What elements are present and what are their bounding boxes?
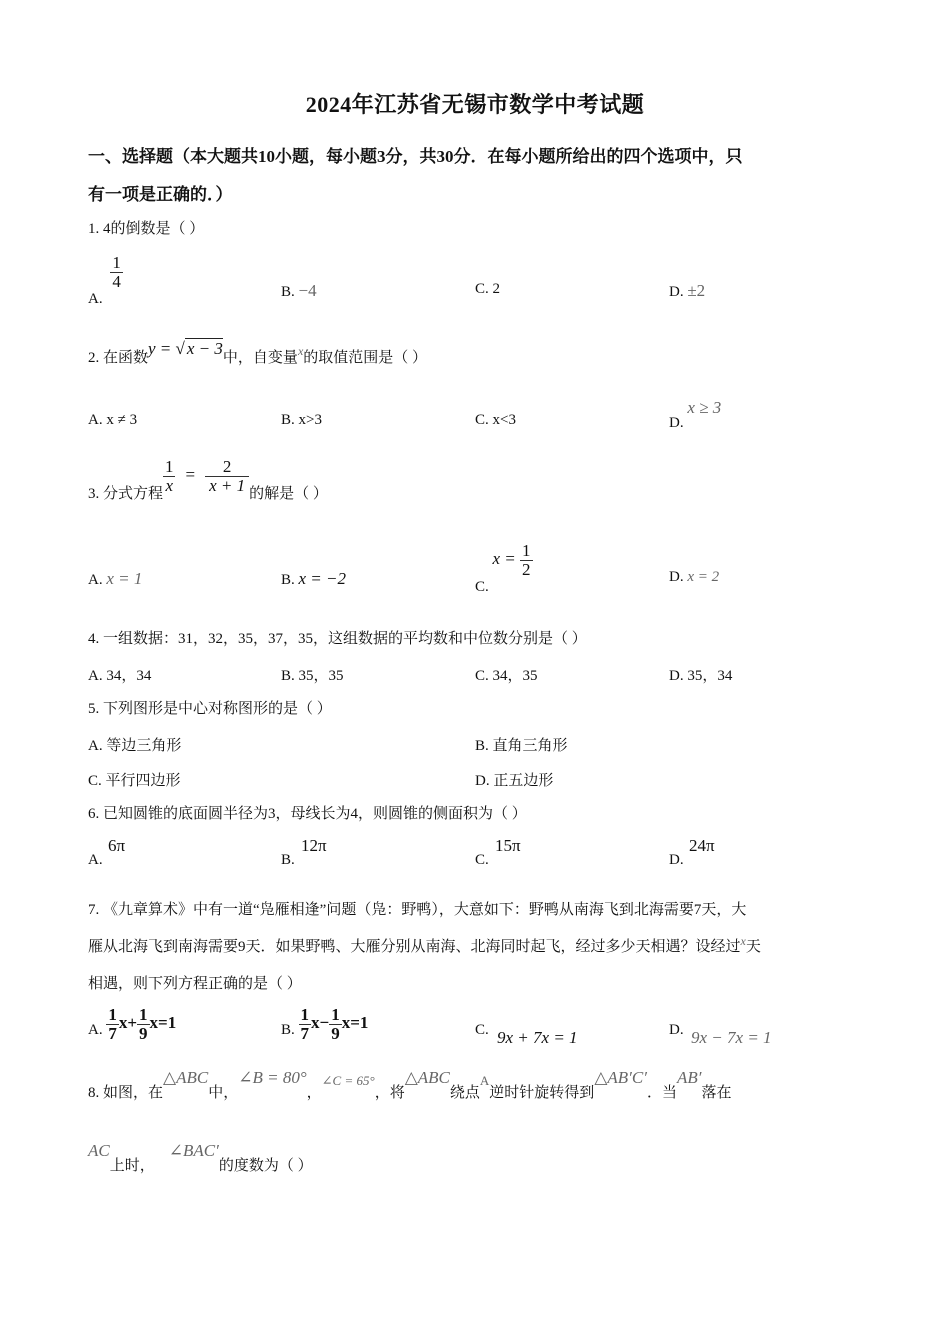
q2-option-a: A. x ≠ 3 (88, 412, 138, 428)
q3-rhs-fraction: $\frac{2}{x + 1}$ (205, 458, 249, 495)
q3-option-d: D. x = 2 (669, 569, 720, 585)
q2-option-d: D. x ≥ 3 (669, 398, 722, 431)
q4-option-b: B. 35，35 (281, 668, 344, 684)
q5-option-b: B. 直角三角形 (475, 738, 568, 754)
q2-option-b: B. x>3 (281, 412, 322, 428)
q6-option-c: C. 15π (475, 836, 521, 868)
q4-option-c: C. 34，35 (475, 668, 538, 684)
q7-line3: 相遇，则下列方程正确的是（ ） (88, 976, 302, 992)
q6-option-a: A. 6π (88, 836, 126, 868)
q1-option-d: D. ±2 (669, 281, 706, 300)
q1-option-a-fraction: $\frac{1}{4}$ (112, 253, 121, 291)
q7-option-d: D. 9x − 7x = 1 (669, 1022, 772, 1047)
q3-option-b: B. x = −2 (281, 569, 347, 588)
q3-option-a: A. x = 1 (88, 569, 143, 588)
q3-stem: 3. 分式方程 $\frac{1}{x}$ = $\frac{2}{x + 1}$ 的解是（ ） (88, 457, 328, 502)
q8-line1: 8. 如图，在△ABC中，∠B = 80°，∠C = 65°，将△ABC绕点A逆时针旋转得到△AB′C′．当AB′落在 (88, 1068, 732, 1101)
q5-stem: 5. 下列图形是中心对称图形的是（ ） (88, 701, 332, 717)
section-heading-line1: 一、选择题（本大题共10小题，每小题3分，共30分．在每小题所给出的四个选项中，只 (88, 147, 743, 166)
q3-option-c: C. x = $\frac{1}{2}$ (475, 541, 531, 595)
q2-stem: 2. 在函数y = √ x − 3中，自变量$^x$的取值范围是（ ） (88, 339, 428, 366)
q7-line1: 7. 《九章算术》中有一道“凫雁相逢”问题（凫：野鸭），大意如下：野鸭从南海飞到北海需要7天，大 (88, 902, 747, 918)
q1-option-a: A. $\frac{1}{4}$ (88, 253, 121, 307)
q1-option-b: B. −4 (281, 281, 317, 300)
q1-stem: 1. 4的倒数是（ ） (88, 221, 205, 237)
q4-option-a: A. 34，34 (88, 668, 152, 684)
q7-option-c: C. 9x + 7x = 1 (475, 1022, 578, 1047)
q1-option-c: C. 2 (475, 281, 501, 297)
q3-option-c-fraction: $\frac{1}{2}$ (522, 541, 531, 579)
q7-option-a: A. $\frac{1}{7}$ x+ $\frac{1}{9}$ x=1 (88, 1005, 177, 1043)
q5-option-a: A. 等边三角形 (88, 738, 182, 754)
q5-option-c: C. 平行四边形 (88, 773, 181, 789)
page-title: 2024年江苏省无锡市数学中考试题 (305, 92, 645, 117)
q6-stem: 6. 已知圆锥的底面圆半径为3，母线长为4，则圆锥的侧面积为（ ） (88, 806, 527, 822)
q6-option-b: B. 12π (281, 836, 327, 868)
q5-option-d: D. 正五边形 (475, 773, 554, 789)
q7-option-b: B. $\frac{1}{7}$ x− $\frac{1}{9}$ x=1 (281, 1005, 369, 1043)
q7-line2: 雁从北海飞到南海需要9天．如果野鸭、大雁分别从南海、北海同时起飞，经过多少天相遇？设经过$^x$天 (88, 934, 761, 955)
q8-line2: AC上时，∠BAC′的度数为（ ） (88, 1141, 313, 1174)
q4-option-d: D. 35，34 (669, 668, 733, 684)
q3-lhs-fraction: $\frac{1}{x}$ (165, 457, 174, 495)
q2-function: y = √ x − 3 (148, 339, 223, 358)
section-heading-line2: 有一项是正确的．） (88, 185, 233, 204)
q6-option-d: D. 24π (669, 836, 715, 868)
q2-option-c: C. x<3 (475, 412, 516, 428)
q4-stem: 4. 一组数据：31，32，35，37，35，这组数据的平均数和中位数分别是（ ） (88, 631, 587, 647)
